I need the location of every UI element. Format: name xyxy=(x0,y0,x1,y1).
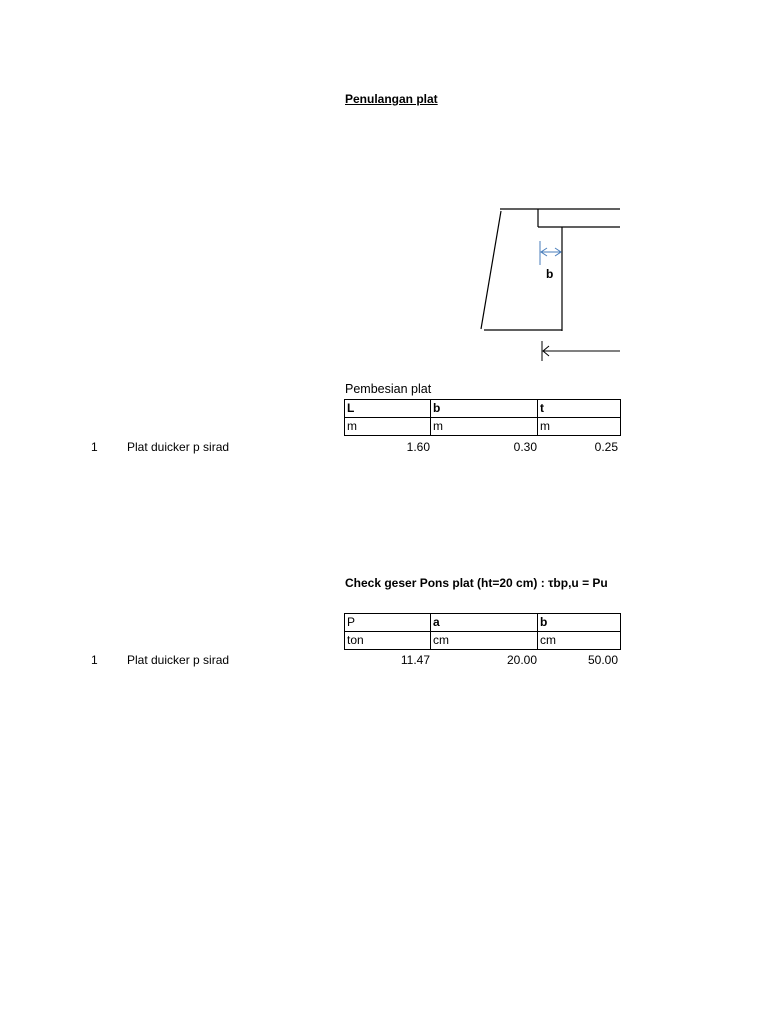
section2-unit-row xyxy=(345,632,621,650)
section2-row-description: Plat duicker p sirad xyxy=(127,653,230,667)
header-cell: b xyxy=(538,614,621,632)
section1-row-description: Plat duicker p sirad xyxy=(127,440,230,454)
header-cell: P xyxy=(345,614,431,632)
unit-cell: m xyxy=(345,418,431,436)
page-title: Penulangan plat xyxy=(345,92,438,106)
header-cell: t xyxy=(538,400,621,418)
header-cell: L xyxy=(345,400,431,418)
section1-value-t: 0.25 xyxy=(594,440,618,454)
unit-cell: cm xyxy=(538,632,621,650)
section1-table xyxy=(344,399,621,436)
unit-cell: ton xyxy=(345,632,431,650)
section2-header-row xyxy=(345,614,621,632)
section1-row-number: 1 xyxy=(91,440,98,454)
section2-table xyxy=(344,613,621,650)
header-cell: b xyxy=(431,400,538,418)
section1-header-row xyxy=(345,400,621,418)
section2-heading: Check geser Pons plat (ht=20 cm) : τbp,u = Pu xyxy=(345,576,608,590)
section1-caption: Pembesian plat xyxy=(345,382,432,396)
unit-cell: cm xyxy=(431,632,538,650)
section2-value-P: 11.47 xyxy=(400,653,430,667)
wall-sloped-edge xyxy=(481,211,501,329)
section2-value-a: 20.00 xyxy=(506,653,537,667)
section1-value-b: 0.30 xyxy=(513,440,537,454)
section2-row-number: 1 xyxy=(91,653,98,667)
header-cell: a xyxy=(431,614,538,632)
section1-unit-row xyxy=(345,418,621,436)
section2-value-b: 50.00 xyxy=(587,653,618,667)
section1-value-L: 1.60 xyxy=(406,440,430,454)
dim-b-label: b xyxy=(546,267,554,281)
unit-cell: m xyxy=(538,418,621,436)
plate-section-sketch xyxy=(470,200,630,370)
unit-cell: m xyxy=(431,418,538,436)
